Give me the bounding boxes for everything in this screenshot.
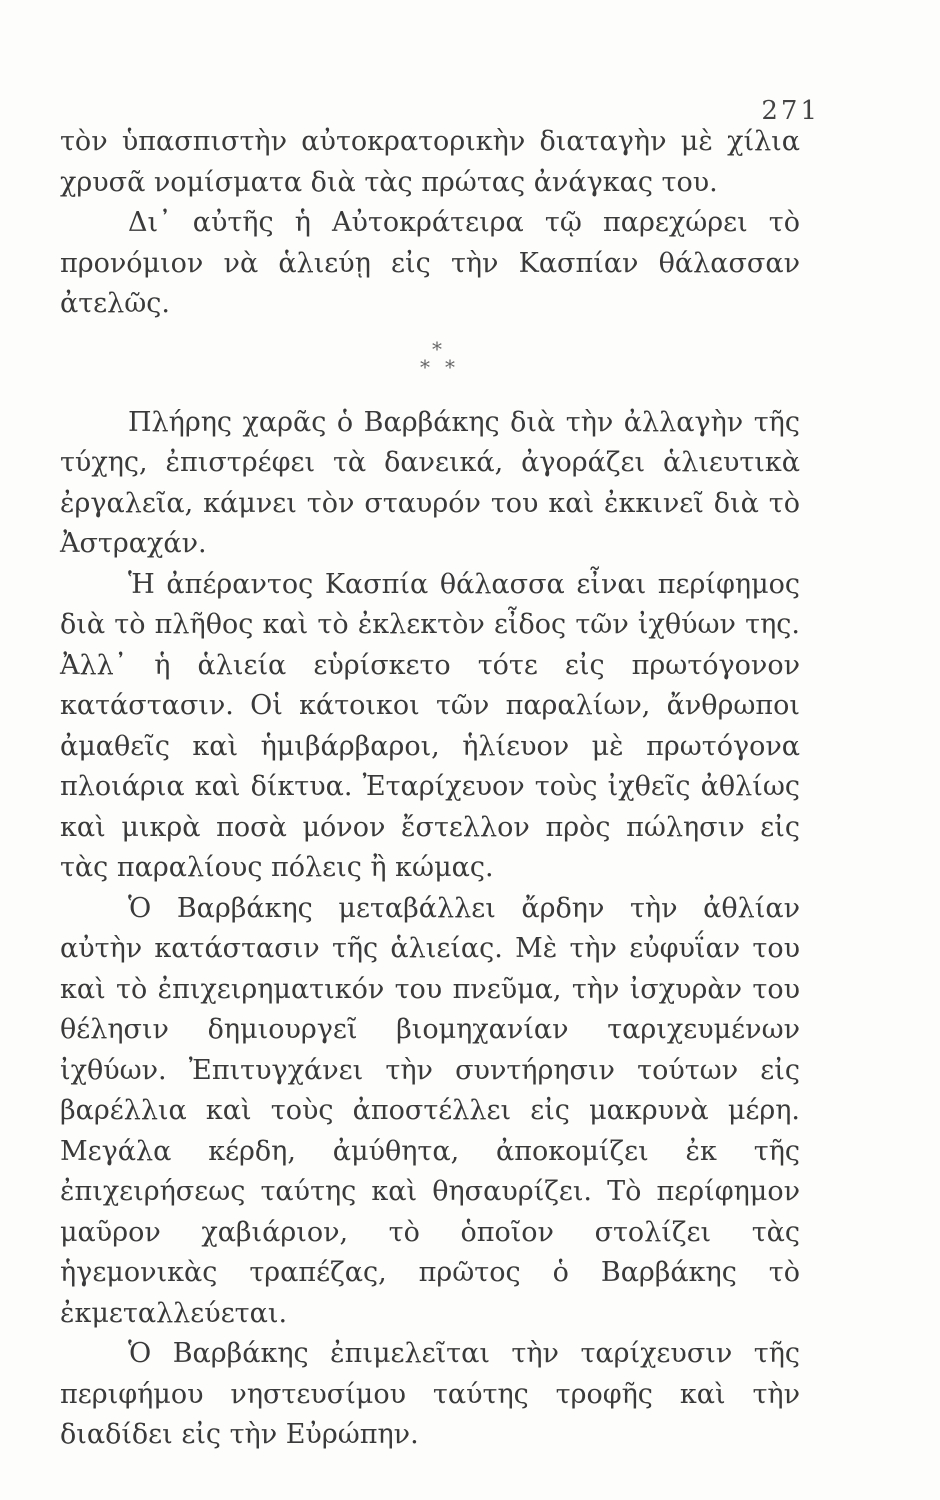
asterism-star-left: * — [420, 354, 430, 379]
page-number: 271 — [761, 96, 820, 126]
paragraph-6: Ὁ Βαρβάκης ἐπιμελεῖται τὴν ταρίχευσιν τῆς περιφήμου νηστευσίμου ταύτης τροφῆς καὶ τὴν διαδίδει εἰς τὴν Εὐρώπην. — [60, 1338, 800, 1450]
section-spacer — [60, 389, 800, 403]
section-break-asterism — [60, 327, 800, 385]
paragraph-3: Πλήρης χαρᾶς ὁ Βαρβάκης διὰ τὴν ἀλλαγὴν τῆς τύχης, ἐπιστρέφει τὰ δανεικά, ἀγοράζει ἁλιευτικὰ ἐργαλεῖα, κάμνει τὸν σταυρόν του καὶ ἐκκινεῖ διὰ τὸ Ἀστραχάν. — [60, 406, 800, 559]
asterism-star-right: * — [445, 354, 455, 379]
paragraph-2: Δι᾽ αὐτῆς ἡ Αὐτοκράτειρα τῷ παρεχώρει τὸ προνόμιον νὰ ἁλιεύῃ εἰς τὴν Κασπίαν θάλασσαν ἀτελῶς. — [60, 207, 800, 319]
paragraph-5: Ὁ Βαρβάκης μεταβάλλει ἄρδην τὴν ἀθλίαν αὐτὴν κατάστασιν τῆς ἁλιείας. Μὲ τὴν εὐφυΐαν του καὶ τὸ ἐπιχειρηματικόν του πνεῦμα, τὴν ἰσχυρὰν του θέλησιν δημιουργεῖ βιομηχανίαν ταριχευμένων ἰχθύων. Ἐπιτυγχάνει τὴν συντήρησιν τούτων εἰς βαρέλλια καὶ τοὺς ἀποστέλλει εἰς μακρυνὰ μέρη. Μεγάλα κέρδη, ἀμύθητα, ἀποκομίζει ἐκ τῆς ἐπιχειρήσεως ταύτης καὶ θησαυρίζει. Τὸ περίφημον μαῦρον χαβιάριον, τὸ ὁποῖον στολίζει τὰς ἡγεμονικὰς τραπέζας, πρῶτος ὁ Βαρβάκης τὸ ἐκμεταλλεύεται. — [60, 892, 800, 1329]
asterism-star-top: * — [432, 336, 442, 361]
paragraph-4: Ἡ ἀπέραντος Κασπία θάλασσα εἶναι περίφημος διὰ τὸ πλῆθος καὶ τὸ ἐκλεκτὸν εἶδος τῶν ἰχθύων της. Ἀλλ᾽ ἡ ἁλιεία εὑρίσκετο τότε εἰς πρωτόγονον κατάστασιν. Οἱ κάτοικοι τῶν παραλίων, ἄνθρωποι ἀμαθεῖς καὶ ἡμιβάρβαροι, ἡλίευον μὲ πρωτόγονα πλοιάρια καὶ δίκτυα. Ἐταρίχευον τοὺς ἰχθεῖς ἀθλίως καὶ μικρὰ ποσὰ μόνον ἔστελλον πρὸς πώλησιν εἰς τὰς παραλίους πόλεις ἢ κώμας. — [60, 568, 800, 883]
body-text — [60, 122, 800, 1456]
paragraph-1: τὸν ὑπασπιστὴν αὐτοκρατορικὴν διαταγὴν μὲ χίλια χρυσᾶ νομίσματα διὰ τὰς πρώτας ἀνάγκας του. — [60, 126, 800, 198]
